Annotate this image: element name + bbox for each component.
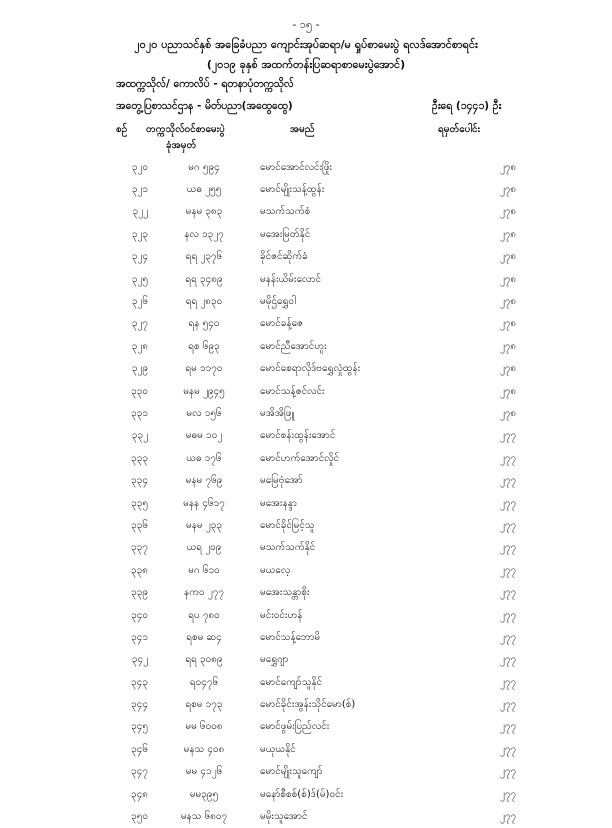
row-number: ၃၂၂: [132, 206, 148, 218]
results-table: [0, 156, 528, 828]
department-line: အတွေ့ပြစာသင်ဌာန - မိတ်ပညာ(အထွေထွေ): [116, 100, 293, 112]
row-score: ၂၇၇: [499, 519, 517, 531]
row-score: ၂၇၇: [499, 475, 517, 487]
row-score: ၂၇၇: [499, 631, 517, 643]
row-name: မောင်စေရာလိုဒ်ဗရွှေလှုံထွန်း: [260, 363, 361, 375]
row-registration: မနသ ၄၀၈: [183, 743, 225, 755]
row-name: မောင်သန့်ဇင်လင်း: [260, 385, 325, 397]
row-score: ၂၇၈: [499, 407, 517, 419]
row-registration: ရရ ၂၃၇၆: [185, 251, 223, 263]
table-row: [0, 313, 528, 335]
table-row: [0, 492, 528, 514]
table-row: [0, 156, 528, 178]
table-row: [0, 783, 528, 805]
row-number: ၃၂၈: [131, 340, 148, 352]
row-registration: မလ ၁၅၆: [186, 407, 222, 419]
total-count: ဦးရေ (၁၄၄၁) ဦး: [432, 100, 502, 112]
row-registration: ရ၀၄၇၆: [189, 676, 219, 688]
row-number: ၃၅၀: [131, 811, 148, 823]
table-row: [0, 626, 528, 648]
row-number: ၃၂၁: [131, 184, 148, 196]
row-registration: မနမ ၇၆၉: [185, 475, 223, 487]
table-row: [0, 581, 528, 603]
row-number: ၃၂၆: [131, 296, 148, 308]
row-number: ၃၃၈: [131, 564, 148, 576]
row-name: မောင်ညီအောင်ဟူး: [260, 340, 327, 352]
row-registration: ယဓ ၁၇၆: [186, 452, 222, 464]
header-name: အမည်: [290, 124, 315, 135]
row-number: ၃၂၃: [131, 228, 148, 240]
row-number: ၃၂၉: [131, 363, 148, 375]
row-score: ၂၇၈: [499, 228, 517, 240]
row-name: မမိုဌ်ရွှေဝါ: [260, 296, 296, 308]
row-score: ၂၇၇: [499, 699, 517, 711]
row-registration: ရစ ၆၉၃: [188, 340, 220, 352]
table-row: [0, 246, 528, 268]
university-line: အထက္ကသိုလ်/ ကောလိပ် - ရတနာပုံတက္ကသိုလ်: [116, 78, 294, 90]
table-row: [0, 223, 528, 245]
row-name: မောင်သန့်ဘောမိ: [260, 631, 321, 643]
row-name: မောင်ကျော်သူနိုင်: [260, 676, 323, 688]
row-score: ၂၇၇: [499, 609, 517, 621]
row-name: မအေးသန္တာစိုး: [260, 587, 310, 599]
row-registration: မနမ ၃၈၃: [185, 206, 223, 218]
row-number: ၃၃၃: [131, 452, 148, 464]
row-number: ၃၄၈: [131, 788, 148, 800]
row-registration: ယရ ၂၀၉: [186, 542, 222, 554]
table-row: [0, 335, 528, 357]
row-score: ၂၇၇: [499, 654, 517, 666]
row-score: ၂၇၈: [499, 340, 517, 352]
table-row: [0, 514, 528, 536]
row-registration: မနမ ၂၉၄၅: [183, 385, 225, 397]
row-number: ၃၄၆: [131, 743, 148, 755]
row-number: ၃၄၃: [131, 676, 148, 688]
row-score: ၂၇၇: [499, 811, 517, 823]
row-name: မယလေ့: [260, 564, 291, 576]
row-registration: မမ၃၉၅: [189, 788, 219, 800]
header-score: ရမှတ်ပေါင်း: [438, 124, 481, 135]
table-row: [0, 425, 528, 447]
header-reg-2: ခုံအမှတ်: [166, 140, 197, 151]
row-score: ၂၇၈: [499, 161, 517, 173]
row-number: ၃၃၆: [131, 519, 148, 531]
row-registration: ရန ၅၄၀: [188, 318, 220, 330]
row-score: ၂၇၇: [499, 430, 517, 442]
table-row: [0, 738, 528, 760]
row-name: မနော်စီစစ်(စ်)ဒ်(မ်)ဝင်း: [260, 788, 344, 800]
row-score: ၂၇၈: [499, 273, 517, 285]
row-name: မမိုးသူအောင်: [260, 811, 308, 823]
results-table-body: [0, 156, 528, 828]
row-name: မောင်ခိုင်မြင့်သူ: [260, 519, 315, 531]
row-number: ၃၃၄: [131, 475, 148, 487]
row-score: ၂၇၇: [499, 721, 517, 733]
row-registration: မဓမ ၁၀၂: [185, 430, 223, 442]
row-number: ၃၄၀: [131, 609, 148, 621]
row-registration: ရပ ၇၈၀: [188, 609, 220, 621]
table-row: [0, 671, 528, 693]
row-number: ၃၃၅: [131, 497, 148, 509]
row-name: မယုယနိုင်: [260, 743, 296, 755]
page-number: - ၁၅ -: [292, 18, 320, 31]
row-number: ၃၄၂: [131, 654, 148, 666]
row-score: ၂၇၇: [499, 452, 517, 464]
row-number: ၃၄၅: [131, 721, 148, 733]
document-title: ၂၀၂၀ ပညာသင်နှစ် အခြေခံပညာ ကျောင်းအုပ်ဆရာ/မ ရှုပ်စာမေးပွဲ ရလဒ်အောင်စာရင်း: [134, 38, 478, 51]
row-number: ၃၂၇: [131, 318, 148, 330]
row-name: မောင်မျိုးသန့်ထွန်း: [260, 184, 325, 196]
row-name: မောင်အောင်လင်းဖြိုး: [260, 161, 333, 173]
row-registration: ယဓ ၂၅၅: [186, 184, 222, 196]
table-row: [0, 178, 528, 200]
row-score: ၂၇၇: [499, 788, 517, 800]
row-registration: မနန ၄၆၁၇: [183, 497, 225, 509]
table-row: [0, 805, 528, 827]
row-registration: နကဝ ၂၇၇: [184, 587, 224, 599]
table-row: [0, 402, 528, 424]
row-score: ၂၇၇: [499, 587, 517, 599]
row-registration: မမ ၄၁၂၆: [185, 766, 223, 778]
table-row: [0, 290, 528, 312]
table-row: [0, 693, 528, 715]
row-score: ၂၇၈: [499, 363, 517, 375]
row-number: ၃၂၄: [131, 251, 148, 263]
row-number: ၃၃၂: [131, 430, 148, 442]
table-row: [0, 559, 528, 581]
row-registration: ရစမ ဆ၄: [186, 631, 222, 643]
row-name: မောင်စန်းထွန်းအောင်: [260, 430, 336, 442]
row-registration: မနမ ၂၃၃: [186, 519, 222, 531]
table-row: [0, 649, 528, 671]
row-name: မအိအိဖြူ: [260, 407, 295, 419]
table-row: [0, 537, 528, 559]
row-score: ၂၇၈: [499, 251, 517, 263]
table-row: [0, 268, 528, 290]
table-row: [0, 380, 528, 402]
row-number: ၃၂၀: [131, 161, 148, 173]
table-row: [0, 604, 528, 626]
row-name: မအေးနန္ဒာ: [260, 497, 297, 509]
row-name: မောင်ခိုင်းအွန်းသိုင်မော(စ်): [260, 699, 356, 711]
row-score: ၂၇၇: [499, 766, 517, 778]
row-name: မောင်ဖွမ်းပြည်လင်း: [260, 721, 330, 733]
table-row: [0, 716, 528, 738]
header-no: စဉ်: [116, 124, 128, 135]
row-score: ၂၇၈: [499, 184, 517, 196]
document-subtitle: (၂၀၁၉ ခုနှစ် အထက်တန်းပြဆရာစာမေးပွဲအောင်): [206, 58, 406, 71]
row-name: မမြေဗုံအော်: [260, 475, 303, 487]
row-registration: နလ ၁၃၂၇: [184, 228, 224, 240]
row-registration: ရရ ၂၈၃၀: [185, 296, 223, 308]
table-row: [0, 358, 528, 380]
row-name: ခိုင်ဇင်ဆိုက်ခံ: [260, 251, 308, 263]
row-number: ၃၄၇: [131, 766, 148, 778]
row-name: မောင်ခန့်ဇေ: [260, 318, 303, 330]
row-name: မရွှေဂျာ: [260, 654, 289, 666]
row-score: ၂၇၈: [499, 206, 517, 218]
row-score: ၂၇၇: [499, 743, 517, 755]
row-registration: မဂ ၅၉၄: [188, 161, 220, 173]
row-name: မသက်သက်စံ: [260, 206, 311, 218]
row-registration: မမ ၆၀၀၈: [185, 721, 223, 733]
row-score: ၂၇၇: [499, 564, 517, 576]
row-registration: ရမ ၁၁၇၀: [185, 363, 223, 375]
row-score: ၂၇၇: [499, 497, 517, 509]
row-number: ၃၄၁: [131, 631, 148, 643]
row-name: မအေးမြတ်နိုင်: [260, 228, 311, 240]
row-number: ၃၃၁: [131, 407, 148, 419]
row-score: ၂၇၈: [499, 296, 517, 308]
table-row: [0, 201, 528, 223]
row-score: ၂၇၈: [499, 385, 517, 397]
row-registration: မဂ ၆၁၀: [188, 564, 220, 576]
row-registration: ရရ ၃၀၈၉: [185, 654, 223, 666]
row-number: ၃၃၇: [131, 542, 148, 554]
row-score: ၂၇၈: [499, 318, 517, 330]
row-score: ၂၇၇: [499, 542, 517, 554]
row-number: ၃၄၄: [131, 699, 148, 711]
table-row: [0, 447, 528, 469]
row-number: ၃၂၅: [131, 273, 148, 285]
row-name: မနန်းယိမ်းလောင်: [260, 273, 322, 285]
table-row: [0, 469, 528, 491]
header-reg: တက္ကသိုလ်ဝင်စာမေးပွဲ: [146, 124, 225, 135]
row-name: မောင်မျိုးသူကျော်: [260, 766, 323, 778]
row-name: မောင်ဟက်အောင်လှိုင်: [260, 452, 340, 464]
row-name: မသက်သက်နိုင်: [260, 542, 316, 554]
row-registration: ရစမ ၁၇၃: [185, 699, 223, 711]
row-score: ၂၇၇: [499, 676, 517, 688]
row-registration: မနသ ၆၈၀၇: [180, 811, 228, 823]
row-number: ၃၃၉: [131, 587, 148, 599]
row-name: မင်းဝင်းဟန်: [260, 609, 303, 621]
row-number: ၃၃၀: [131, 385, 148, 397]
row-registration: ရရ ၃၄၈၉: [185, 273, 223, 285]
table-row: [0, 761, 528, 783]
